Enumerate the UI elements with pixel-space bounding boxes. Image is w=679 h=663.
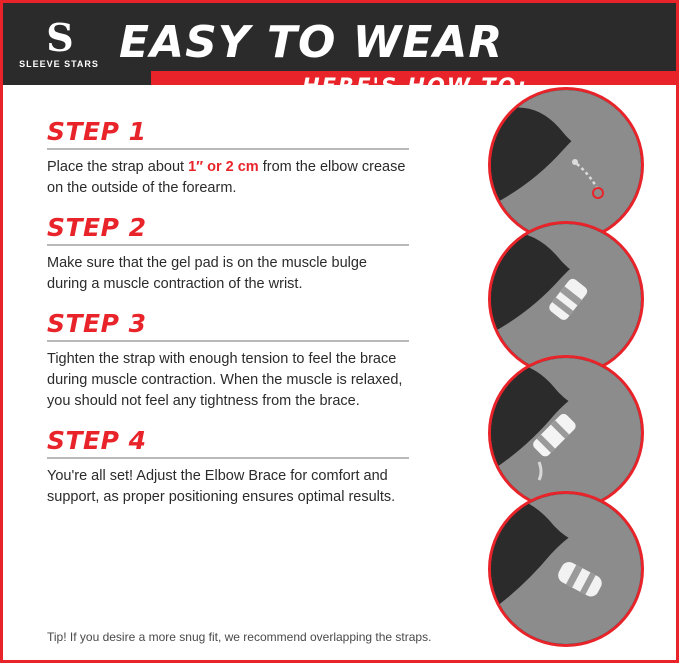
- step-2: [47, 213, 409, 295]
- step-1-title: STEP 1: [47, 117, 147, 146]
- logo-wordmark: SLEEVE STARS: [19, 58, 99, 69]
- brand-logo: [3, 3, 115, 85]
- step-1-text-before: Place the strap about: [47, 159, 189, 175]
- step-1-divider: [47, 148, 409, 150]
- photo-step-3: [488, 355, 644, 511]
- step-2-divider: [47, 244, 409, 246]
- page-title: EASY TO WEAR: [119, 16, 504, 68]
- body: [3, 85, 676, 660]
- step-4-divider: [47, 457, 409, 459]
- step-3-text: Tighten the strap with enough tension to feel the brace during muscle contraction. When the muscle is relaxed, you should not feel any tightness from the brace.: [47, 351, 403, 409]
- step-1: [47, 117, 409, 199]
- step-2-text: Make sure that the gel pad is on the muscle bulge during a muscle contraction of the wrist.: [47, 255, 367, 292]
- step-1-text-after: from the elbow crease on the outside of the forearm.: [47, 159, 406, 196]
- step-4-text: You're all set! Adjust the Elbow Brace for comfort and support, as proper positioning ensures optimal results.: [47, 468, 396, 505]
- step-1-text: [47, 157, 409, 199]
- step-1-highlight: 1″ or 2 cm: [188, 159, 259, 175]
- logo-mark-icon: S: [46, 14, 72, 60]
- steps-column: [3, 85, 423, 660]
- step-3: [47, 309, 409, 412]
- tip-text: Tip! If you desire a more snug fit, we recommend overlapping the straps.: [47, 630, 432, 644]
- step-4-title: STEP 4: [47, 426, 147, 455]
- step-3-title: STEP 3: [47, 309, 147, 338]
- step-4: [47, 426, 409, 508]
- step-2-title: STEP 2: [47, 213, 147, 242]
- photo-step-2: [488, 221, 644, 377]
- photo-step-1: [488, 87, 644, 243]
- step-3-divider: [47, 340, 409, 342]
- photo-step-4: [488, 491, 644, 647]
- photo-column: [474, 85, 664, 660]
